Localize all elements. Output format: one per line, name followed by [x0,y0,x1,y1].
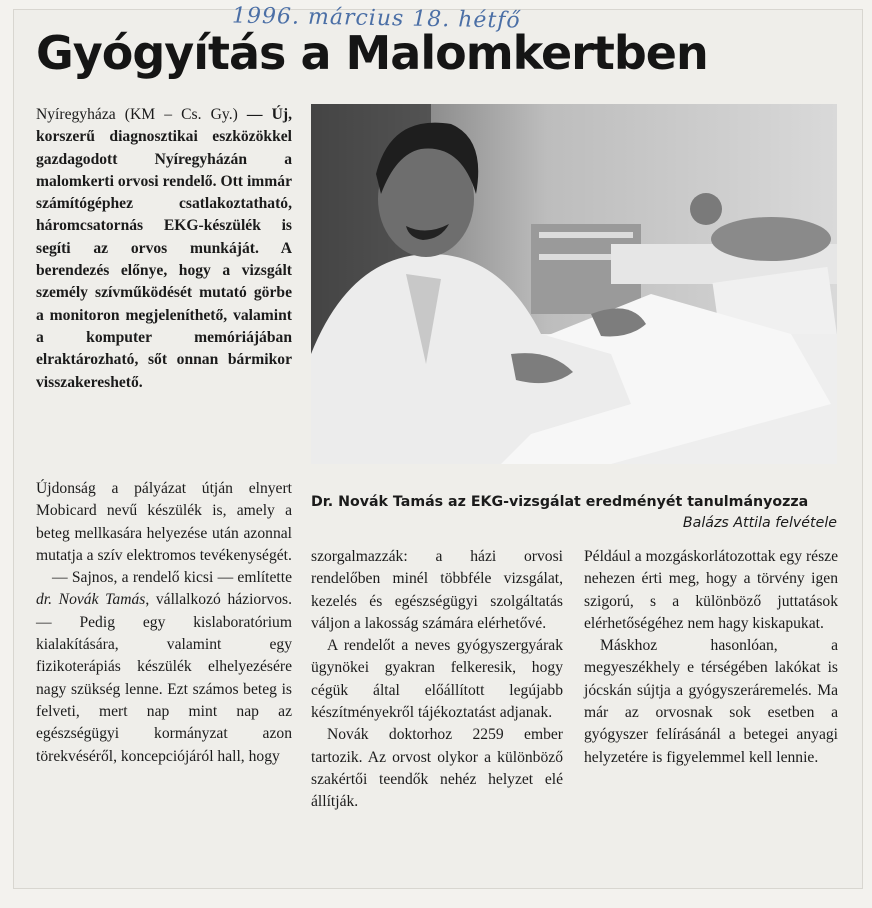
article-column-3 [584,546,838,769]
column2-paragraph-3: Novák doktorhoz 2259 ember tartozik. Az orvost olykor a különböző szakértői teendők nehéz helyzet elé állítják. [311,726,563,811]
doctor-ekg-photo [311,104,837,464]
article-lead [36,104,292,394]
column1-p2-start: — Sajnos, a rendelő kicsi — említette [52,569,292,587]
column1-paragraph-1: Újdonság a pályázat útján elnyert Mobicard nevű készülék is, amely a beteg mellkasára helyezése után azonnal mutatja a szív elektromos tevékenységét. [36,480,292,564]
column3-paragraph-2: Máskhoz hasonlóan, a megyeszékhely e térségében lakókat is jócskán sújtja a gyógyszeráremelés. Ma már az orvosnak sok esetben a gyógyszer felírásánál a betegei anyagi helyzetére is figyelemmel kell lennie. [584,637,838,766]
lead-text: — Új, korszerű diagnosztikai eszközökkel gazdagodott Nyíregyházán a malomkerti orvosi rendelő. Ott immár számítógéphez csatlakoztatható, háromcsatornás EKG-készülék is segíti az orvos munkáját. A berendezés előnye, hogy a vizsgált személy szívműködését mutató görbe a monitoron megjeleníthető, valamint a komputer memóriájában elraktározható, sőt onnan bármikor visszakereshető. [36,106,292,391]
article-photo [311,104,837,464]
column3-paragraph-1: Például a mozgáskorlátozottak egy része nehezen érti meg, hogy a törvény igen szigorú, s a különböző juttatások elérhetőségéhez nem hagy kiskapukat. [584,548,838,632]
column2-paragraph-2: A rendelőt a neves gyógyszergyárak ügynökei gyakran felkeresik, hogy cégük által előállított legújabb készítményekről tájékoztatást adjanak. [311,637,563,722]
column2-paragraph-1: szorgalmazzák: a házi orvosi rendelőben minél többféle vizsgálat, kezelés és egészségügyi szolgáltatás váljon a lakosság számára elérhetővé. [311,548,563,632]
photo-credit: Balázs Attila felvétele [682,515,837,531]
article-headline: Gyógyítás a Malomkertben [36,26,708,80]
handwritten-date-note: 1996. március 18. hétfő [231,3,521,34]
article-column-1 [36,478,292,768]
lead-dateline: Nyíregyháza (KM – Cs. Gy.) [36,106,238,123]
article-column-2 [311,546,563,814]
column1-p2-end: , vállalkozó háziorvos. — Pedig egy kislaboratórium kialakítására, valamint egy fizikoterápiás készülék elhelyezésére nagy szükség lenne. Ezt számos beteg is felveti, mert nap mint nap az egészségügyi kormányzat azon törekvéséről, koncepciójáról hall, hogy [36,591,292,765]
doctor-name: dr. Novák Tamás [36,591,146,609]
photo-caption: Dr. Novák Tamás az EKG-vizsgálat eredményét tanulmányozza [311,494,809,510]
column1-paragraph-2 [36,567,292,768]
